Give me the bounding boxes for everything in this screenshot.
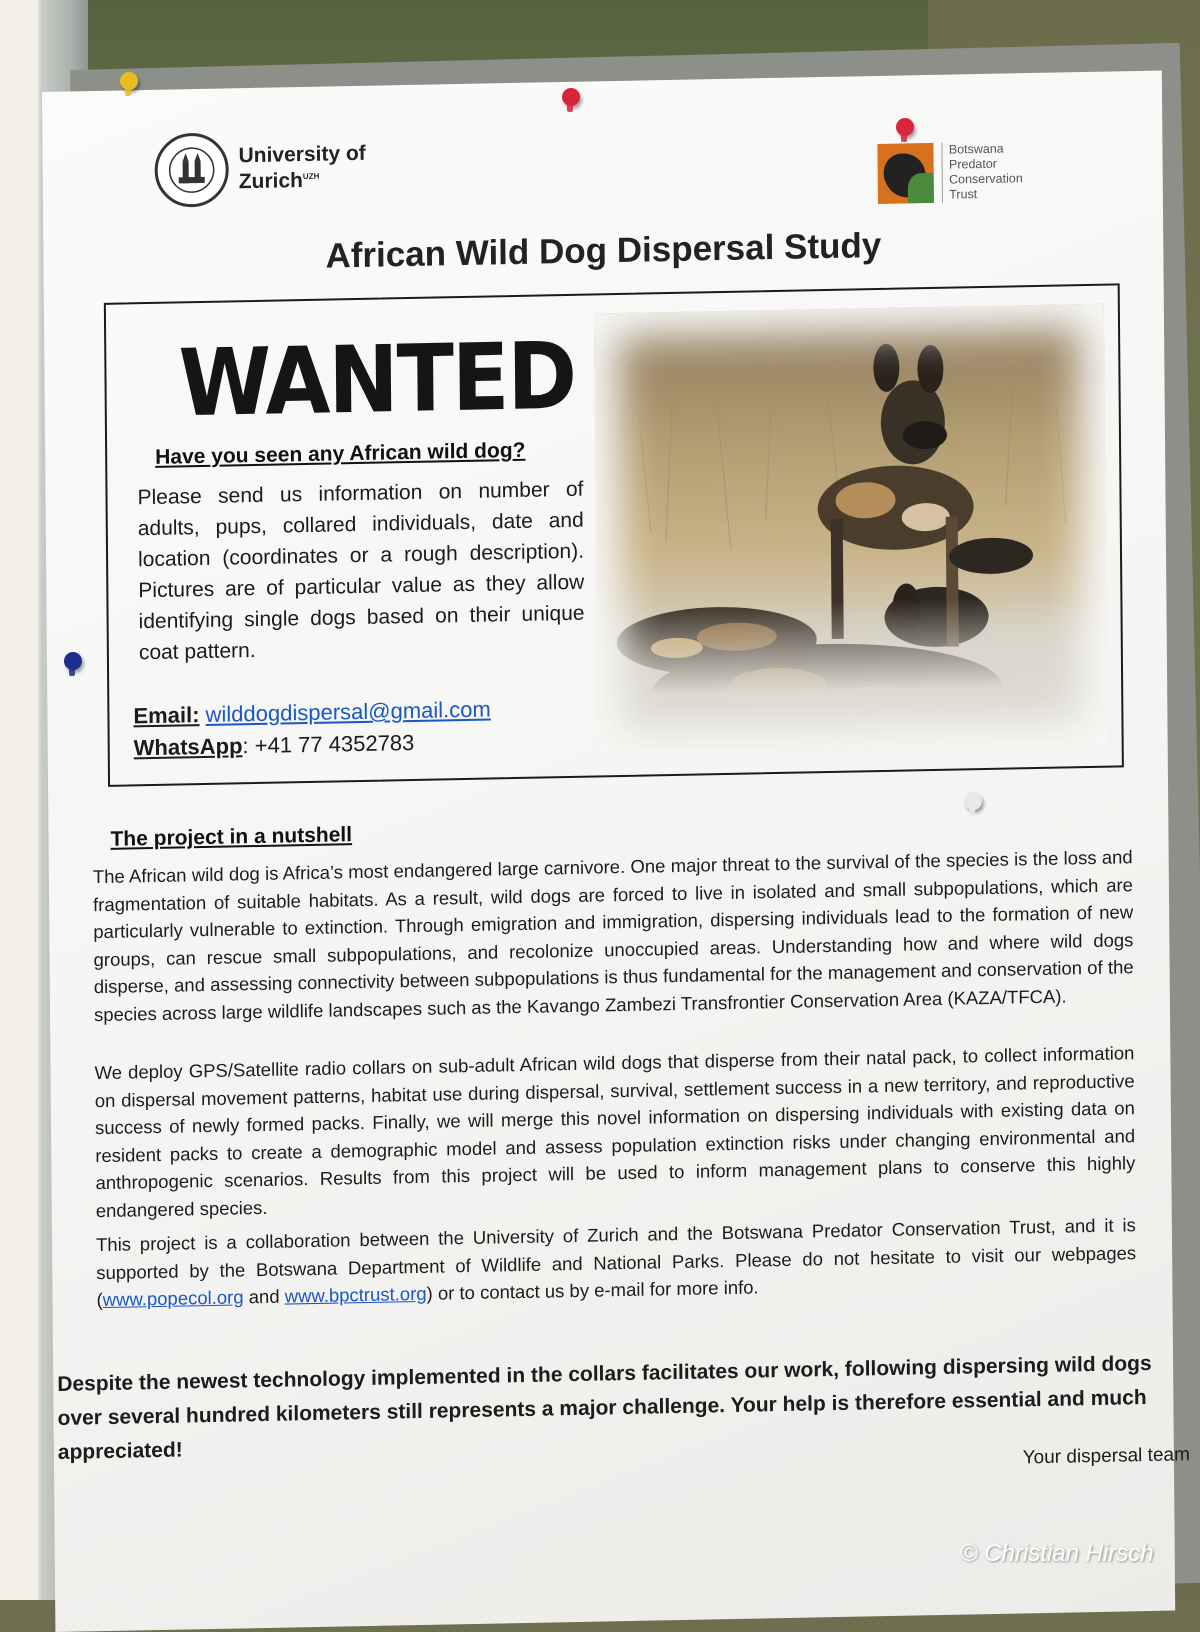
- paragraph-2: We deploy GPS/Satellite radio collars on sub-adult African wild dogs that disperse from their natal pack, to collect information on dispersal movement patterns, habitat use during dispersal, survival, settlement success in a new territory, and reproductive success of newly formed packs. Finally, we will merge this novel information on dispersing individuals with existing data on resident packs to create a demographic model and assess population extinction risks under changing environmental and anthropogenic scenarios. Results from this project will be used to inform management plans to conserve this highly endangered species.: [94, 1042, 1136, 1221]
- yellow-pushpin-icon: [120, 72, 138, 90]
- paragraph-1: The African wild dog is Africa’s most endangered large carnivore. One major threat to the survival of the species is the loss and fragmentation of suitable habitats. As a result, wild dogs are forced to live in isolated and small subpopulations, which are particularly vulnerable to extinction. Through emigration and immigration, dispersing individuals lead to the formation of new groups, can rescue small subpopulations, and recolonize unoccupied areas. Understanding how and where wild dogs disperse, and assessing connectivity between subpopulations is thus fundamental for the management and conservation of the species across large wildlife landscapes such as the Kavango Zambezi Transfrontier Conservation Area (KAZA/TFCA).: [92, 846, 1134, 1025]
- red-pushpin-icon: [562, 88, 580, 106]
- bpct-name: Botswana Predator Conservation Trust: [942, 141, 1023, 203]
- whatsapp-number: : +41 77 4352783: [242, 729, 415, 759]
- popecol-link[interactable]: www.popecol.org: [102, 1286, 244, 1311]
- paragraph-3: This project is a collaboration between the University of Zurich and the Botswana Predator Conservation Trust, and it is supported by the Botswana Department of Wildlife and National Parks. Please do not hesitate to visit our webpages (www.popecol.org and www.bpctrust.org) or to contact us by e-mail for more info.: [95, 1214, 1137, 1311]
- wanted-heading: WANTED: [178, 321, 576, 438]
- red-pushpin-icon: [896, 118, 914, 136]
- uzh-name: University of Zurich$^{UZH}$: [238, 141, 366, 194]
- uzh-seal-icon: [154, 132, 229, 207]
- study-title: African Wild Dog Dispersal Study: [325, 225, 882, 276]
- uzh-logo: [154, 130, 366, 208]
- photo-watermark: © Christian Hirsch: [960, 1540, 1154, 1567]
- bpct-logo: [878, 141, 1023, 204]
- wanted-body: Please send us information on number of adults, pups, collared individuals, date and location (coordinates or a rough description). Pictures are of particular value as they allow identifying single dogs based on their unique coat pattern.: [137, 477, 585, 665]
- wanted-question: Have you seen any African wild dog?: [155, 438, 526, 469]
- wanted-box: [104, 283, 1124, 787]
- blue-pushpin-icon: [64, 652, 82, 670]
- email-link[interactable]: wilddogdispersal@gmail.com: [205, 696, 491, 727]
- email-label: Email:: [133, 702, 200, 729]
- closing-statement: Despite the newest technology implemented in the collars facilitates our work, following dispersing wild dogs over several hundred kilometers still represents a major challenge. Your help is therefore essential and much appreciated!: [57, 1351, 1152, 1464]
- contact-info: [133, 693, 491, 764]
- whatsapp-label: WhatsApp: [133, 733, 243, 761]
- poster: [42, 70, 1190, 1632]
- wild-dogs-photo: [594, 304, 1108, 756]
- signoff: Your dispersal team: [1022, 1444, 1190, 1469]
- nutshell-title: The project in a nutshell: [110, 823, 353, 851]
- wild-dog-logo-icon: [878, 143, 935, 204]
- white-pushpin-icon: [964, 792, 982, 810]
- bpctrust-link[interactable]: www.bpctrust.org: [284, 1282, 427, 1307]
